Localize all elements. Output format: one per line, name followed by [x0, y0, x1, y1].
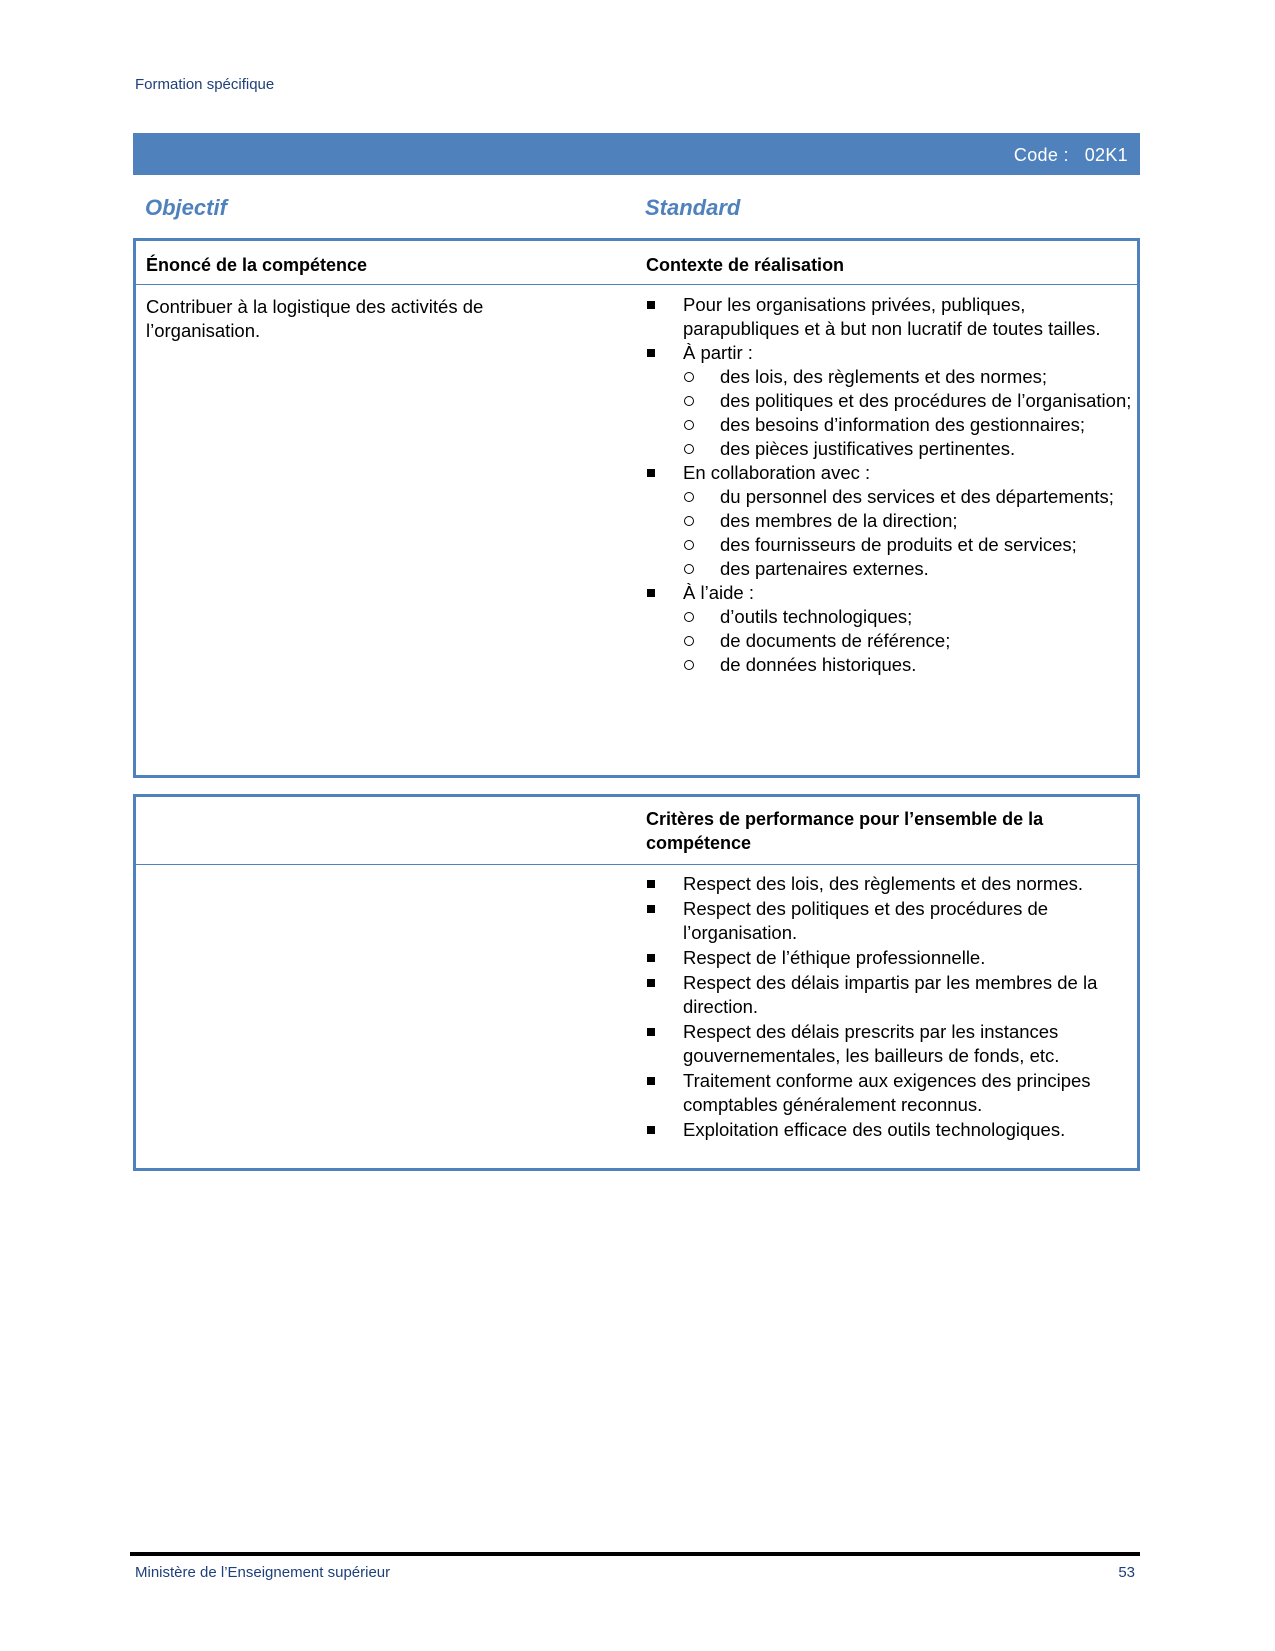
- circle-bullet-icon: [684, 564, 694, 574]
- sub-list-item: [683, 485, 1138, 509]
- code-label: Code :: [1013, 145, 1069, 165]
- circle-bullet-icon: [684, 372, 694, 382]
- sub-list-item-text: des pièces justificatives pertinentes.: [720, 438, 1016, 459]
- circle-bullet-icon: [684, 396, 694, 406]
- bullet-icon: [647, 301, 655, 309]
- competence-table: [133, 238, 1140, 778]
- section-labels: [133, 193, 1140, 223]
- code-value: 02K1: [1084, 145, 1128, 165]
- list-item-text: À l’aide :: [683, 582, 754, 603]
- sub-list-item: [683, 629, 1138, 653]
- sub-list-item: [683, 389, 1138, 413]
- sub-list: [683, 605, 1138, 677]
- page-number: 53: [1118, 1564, 1135, 1581]
- criteria-table-header: [136, 797, 1137, 865]
- enonce-text: Contribuer à la logistique des activités de l’organisation.: [146, 296, 484, 341]
- competency-code: [1014, 145, 1128, 166]
- list-item-text: Traitement conforme aux exigences des principes comptables généralement reconnus.: [683, 1070, 1091, 1115]
- list-item: [646, 1118, 1138, 1142]
- list-item-text: Respect des délais prescrits par les instances gouvernementales, les bailleurs de fonds, etc.: [683, 1021, 1060, 1066]
- bullet-icon: [647, 954, 655, 962]
- sub-list: [683, 365, 1138, 461]
- contexte-heading: Contexte de réalisation: [646, 255, 845, 275]
- circle-bullet-icon: [684, 636, 694, 646]
- list-item-text: Respect des délais impartis par les membres de la direction.: [683, 972, 1098, 1017]
- sub-list-item-text: des lois, des règlements et des normes;: [720, 366, 1047, 387]
- list-item-text: Respect de l’éthique professionnelle.: [683, 947, 986, 968]
- list-item: [646, 341, 1138, 461]
- sub-list-item: [683, 533, 1138, 557]
- sub-list-item: [683, 653, 1138, 677]
- sub-list-item-text: des politiques et des procédures de l’organisation;: [720, 390, 1132, 411]
- sub-list-item-text: des membres de la direction;: [720, 510, 958, 531]
- list-item: [646, 872, 1138, 896]
- objectif-label: Objectif: [145, 195, 227, 220]
- standard-label: Standard: [645, 195, 741, 220]
- sub-list-item: [683, 557, 1138, 581]
- contexte-list: [646, 293, 1138, 677]
- sub-list-item: [683, 605, 1138, 629]
- sub-list-item: [683, 413, 1138, 437]
- circle-bullet-icon: [684, 612, 694, 622]
- list-item: [646, 1020, 1138, 1068]
- sub-list-item-text: des partenaires externes.: [720, 558, 929, 579]
- code-banner: [133, 133, 1140, 175]
- sub-list-item-text: du personnel des services et des départements;: [720, 486, 1114, 507]
- sub-list-item-text: des besoins d’information des gestionnaires;: [720, 414, 1086, 435]
- list-item: [646, 293, 1138, 341]
- circle-bullet-icon: [684, 660, 694, 670]
- sub-list-item-text: de données historiques.: [720, 654, 917, 675]
- sub-list: [683, 485, 1138, 581]
- enonce-heading: Énoncé de la compétence: [146, 255, 368, 275]
- list-item: [646, 461, 1138, 581]
- bullet-icon: [647, 469, 655, 477]
- list-item: [646, 1069, 1138, 1117]
- bullet-icon: [647, 905, 655, 913]
- circle-bullet-icon: [684, 516, 694, 526]
- circle-bullet-icon: [684, 540, 694, 550]
- bullet-icon: [647, 1077, 655, 1085]
- list-item: [646, 946, 1138, 970]
- competence-table-header: [136, 241, 1137, 285]
- criteria-list: [646, 872, 1138, 1143]
- list-item-text: En collaboration avec :: [683, 462, 871, 483]
- sub-list-item: [683, 437, 1138, 461]
- list-item-text: Pour les organisations privées, publiques, parapubliques et à but non lucratif de toutes tailles.: [683, 294, 1101, 339]
- sub-list-item-text: de documents de référence;: [720, 630, 951, 651]
- bullet-icon: [647, 880, 655, 888]
- sub-list-item: [683, 509, 1138, 533]
- list-item-text: Exploitation efficace des outils technologiques.: [683, 1119, 1066, 1140]
- sub-list-item-text: d’outils technologiques;: [720, 606, 913, 627]
- bullet-icon: [647, 1028, 655, 1036]
- list-item-text: Respect des politiques et des procédures de l’organisation.: [683, 898, 1049, 943]
- footer-divider: [130, 1552, 1140, 1556]
- list-item: [646, 897, 1138, 945]
- bullet-icon: [647, 349, 655, 357]
- list-item-text: À partir :: [683, 342, 753, 363]
- bullet-icon: [647, 979, 655, 987]
- circle-bullet-icon: [684, 444, 694, 454]
- running-header: Formation spécifique: [135, 76, 275, 93]
- bullet-icon: [647, 589, 655, 597]
- list-item: [646, 971, 1138, 1019]
- criteria-heading: Critères de performance pour l’ensemble de la compétence: [646, 809, 1044, 853]
- list-item-text: Respect des lois, des règlements et des normes.: [683, 873, 1083, 894]
- circle-bullet-icon: [684, 492, 694, 502]
- list-item: [646, 581, 1138, 677]
- sub-list-item: [683, 365, 1138, 389]
- footer-ministry: Ministère de l’Enseignement supérieur: [135, 1564, 391, 1581]
- circle-bullet-icon: [684, 420, 694, 430]
- criteria-table: [133, 794, 1140, 1171]
- bullet-icon: [647, 1126, 655, 1134]
- sub-list-item-text: des fournisseurs de produits et de services;: [720, 534, 1077, 555]
